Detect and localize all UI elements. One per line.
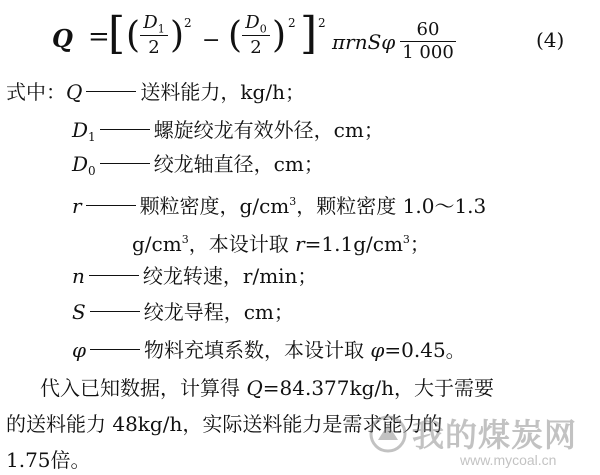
def-r-cont-a: g/cm — [132, 232, 182, 256]
def-r-sup: 3 — [289, 195, 297, 208]
def-r-text-a: 颗粒密度，g/cm — [139, 194, 290, 218]
symbol-phi-2: φ — [370, 338, 385, 362]
symbol-phi: φ — [72, 338, 87, 362]
def-d1-text: 螺旋绞龙有效外径，cm； — [153, 118, 384, 142]
d1-denominator: 2 — [148, 37, 160, 58]
def-d0-text: 绞龙轴直径，cm； — [153, 152, 324, 176]
power-2: 2 — [288, 16, 296, 30]
def-r-text-b: ，颗粒密度 1.0～1.3 — [296, 194, 487, 218]
def-r — [72, 190, 487, 218]
left-paren-2: ( — [228, 15, 243, 56]
paragraph-line-2: 的送料能力 48kg/h，实际送料能力是需求能力的 — [6, 412, 443, 436]
d0-symbol: D — [245, 12, 260, 33]
paragraph-line-1 — [40, 376, 494, 400]
symbol-n: n — [72, 264, 85, 288]
def-s — [72, 300, 294, 324]
fraction-d1 — [140, 12, 168, 59]
watermark-url: www.mycoal.cn — [460, 452, 557, 468]
watermark-title: 我的煤炭网 — [412, 416, 578, 454]
para-1a: 代入已知数据，计算得 — [40, 376, 247, 400]
power-3: 2 — [318, 16, 326, 30]
def-d0 — [72, 152, 324, 176]
fraction-d0 — [242, 12, 270, 59]
where-label: 式中： — [6, 80, 66, 104]
def-r-cont-c: =1.1g/cm — [304, 232, 403, 256]
def-n — [72, 264, 317, 288]
def-phi-text-b: =0.45。 — [384, 338, 466, 362]
symbol-r: r — [72, 194, 82, 218]
symbol-d1: D — [72, 118, 89, 142]
def-r-cont-sup-a: 3 — [181, 233, 189, 246]
power-1: 2 — [184, 16, 192, 30]
def-q — [6, 80, 305, 104]
symbol-q: Q — [66, 80, 83, 104]
def-r-cont-sup-b: 3 — [402, 233, 410, 246]
symbol-r-2: r — [295, 232, 305, 256]
def-r-cont-d: ； — [409, 232, 430, 256]
d1-subscript: 1 — [157, 22, 165, 36]
left-paren-1: ( — [126, 15, 141, 56]
left-bracket: [ — [108, 8, 126, 59]
equation-number: (4) — [536, 28, 565, 52]
symbol-d0: D — [72, 152, 89, 176]
d1-symbol: D — [143, 12, 158, 33]
symbol-d1-sub: 1 — [88, 130, 96, 144]
fraction-60-1000 — [400, 20, 456, 63]
coal-logo-icon — [368, 414, 408, 454]
symbol-d0-sub: 0 — [88, 164, 96, 178]
right-paren-1: ) — [170, 15, 185, 56]
formula-equals: = — [88, 22, 110, 52]
right-paren-2: ) — [272, 15, 287, 56]
def-s-text: 绞龙导程，cm； — [143, 300, 294, 324]
equation-4 — [52, 10, 472, 68]
formula-factors: πrnSφ — [332, 30, 396, 54]
def-r-cont — [132, 228, 430, 256]
watermark — [368, 408, 600, 472]
formula-minus: − — [202, 28, 221, 53]
def-n-text: 绞龙转速，r/min； — [142, 264, 318, 288]
def-r-cont-b: ，本设计取 — [188, 232, 296, 256]
formula-lhs: Q — [52, 24, 73, 53]
def-phi — [72, 338, 466, 362]
symbol-s: S — [72, 300, 86, 324]
para-1b: =84.377kg/h，大于需要 — [262, 376, 495, 400]
frac2-denominator: 1 000 — [402, 42, 454, 63]
d0-denominator: 2 — [250, 37, 262, 58]
right-bracket: ] — [300, 8, 318, 59]
paragraph-line-3: 1.75倍。 — [6, 448, 91, 472]
def-d1 — [72, 118, 384, 142]
symbol-q-2: Q — [246, 376, 263, 400]
def-q-text: 送料能力，kg/h； — [140, 80, 305, 104]
def-phi-text-a: 物料充填系数，本设计取 — [144, 338, 371, 362]
d0-subscript: 0 — [259, 22, 267, 36]
frac2-numerator: 60 — [416, 19, 440, 40]
